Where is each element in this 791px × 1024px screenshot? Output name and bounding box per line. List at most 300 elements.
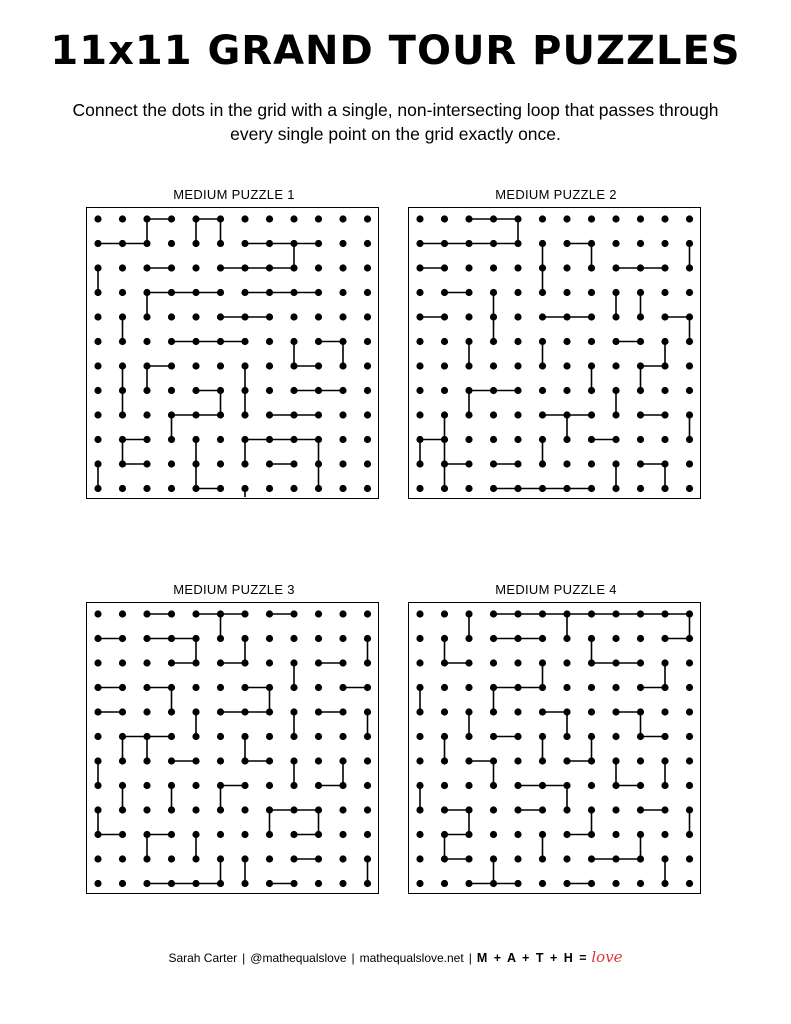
grid-dot[interactable] bbox=[588, 485, 595, 492]
grid-dot[interactable] bbox=[143, 436, 150, 443]
grid-dot[interactable] bbox=[168, 387, 175, 394]
grid-dot[interactable] bbox=[588, 338, 595, 345]
grid-dot[interactable] bbox=[168, 708, 175, 715]
grid-dot[interactable] bbox=[364, 215, 371, 222]
grid-dot[interactable] bbox=[94, 635, 101, 642]
grid-dot[interactable] bbox=[465, 338, 472, 345]
grid-dot[interactable] bbox=[416, 855, 423, 862]
grid-dot[interactable] bbox=[364, 240, 371, 247]
grid-dot[interactable] bbox=[539, 733, 546, 740]
grid-dot[interactable] bbox=[217, 240, 224, 247]
grid-dot[interactable] bbox=[266, 387, 273, 394]
grid-dot[interactable] bbox=[441, 411, 448, 418]
grid-dot[interactable] bbox=[514, 684, 521, 691]
grid-dot[interactable] bbox=[364, 855, 371, 862]
grid-dot[interactable] bbox=[539, 782, 546, 789]
grid-dot[interactable] bbox=[192, 659, 199, 666]
grid-dot[interactable] bbox=[661, 610, 668, 617]
grid-dot[interactable] bbox=[686, 436, 693, 443]
grid-dot[interactable] bbox=[563, 782, 570, 789]
grid-dot[interactable] bbox=[217, 782, 224, 789]
footer-website[interactable]: mathequalslove.net bbox=[359, 951, 464, 965]
grid-dot[interactable] bbox=[612, 387, 619, 394]
grid-dot[interactable] bbox=[441, 338, 448, 345]
grid-dot[interactable] bbox=[588, 757, 595, 764]
grid-dot[interactable] bbox=[490, 757, 497, 764]
grid-dot[interactable] bbox=[490, 659, 497, 666]
grid-dot[interactable] bbox=[339, 338, 346, 345]
grid-dot[interactable] bbox=[168, 411, 175, 418]
grid-dot[interactable] bbox=[119, 855, 126, 862]
grid-dot[interactable] bbox=[539, 659, 546, 666]
grid-dot[interactable] bbox=[119, 684, 126, 691]
grid-dot[interactable] bbox=[143, 635, 150, 642]
grid-dot[interactable] bbox=[490, 313, 497, 320]
grid-dot[interactable] bbox=[588, 708, 595, 715]
grid-dot[interactable] bbox=[241, 485, 248, 492]
grid-dot[interactable] bbox=[290, 635, 297, 642]
grid-dot[interactable] bbox=[563, 313, 570, 320]
grid-dot[interactable] bbox=[266, 460, 273, 467]
grid-dot[interactable] bbox=[168, 684, 175, 691]
grid-dot[interactable] bbox=[490, 635, 497, 642]
grid-dot[interactable] bbox=[315, 684, 322, 691]
grid-dot[interactable] bbox=[339, 806, 346, 813]
grid-dot[interactable] bbox=[192, 313, 199, 320]
grid-dot[interactable] bbox=[661, 880, 668, 887]
grid-dot[interactable] bbox=[514, 708, 521, 715]
grid-dot[interactable] bbox=[637, 782, 644, 789]
grid-dot[interactable] bbox=[637, 708, 644, 715]
grid-dot[interactable] bbox=[192, 460, 199, 467]
puzzle-grid-2[interactable] bbox=[408, 207, 701, 499]
grid-dot[interactable] bbox=[514, 757, 521, 764]
grid-dot[interactable] bbox=[441, 659, 448, 666]
grid-dot[interactable] bbox=[539, 855, 546, 862]
grid-dot[interactable] bbox=[119, 485, 126, 492]
grid-dot[interactable] bbox=[168, 362, 175, 369]
grid-dot[interactable] bbox=[241, 338, 248, 345]
grid-dot[interactable] bbox=[119, 880, 126, 887]
grid-dot[interactable] bbox=[241, 757, 248, 764]
grid-dot[interactable] bbox=[339, 411, 346, 418]
grid-dot[interactable] bbox=[168, 831, 175, 838]
grid-dot[interactable] bbox=[241, 880, 248, 887]
grid-dot[interactable] bbox=[563, 362, 570, 369]
grid-dot[interactable] bbox=[514, 659, 521, 666]
grid-dot[interactable] bbox=[94, 880, 101, 887]
grid-dot[interactable] bbox=[217, 806, 224, 813]
grid-dot[interactable] bbox=[514, 733, 521, 740]
grid-dot[interactable] bbox=[168, 485, 175, 492]
grid-dot[interactable] bbox=[563, 659, 570, 666]
grid-dot[interactable] bbox=[266, 485, 273, 492]
grid-dot[interactable] bbox=[217, 684, 224, 691]
grid-dot[interactable] bbox=[416, 708, 423, 715]
grid-dot[interactable] bbox=[339, 684, 346, 691]
grid-dot[interactable] bbox=[686, 855, 693, 862]
puzzle-grid-3[interactable] bbox=[86, 602, 379, 894]
grid-dot[interactable] bbox=[514, 460, 521, 467]
grid-dot[interactable] bbox=[94, 411, 101, 418]
grid-dot[interactable] bbox=[465, 264, 472, 271]
grid-dot[interactable] bbox=[514, 240, 521, 247]
grid-dot[interactable] bbox=[339, 485, 346, 492]
grid-dot[interactable] bbox=[241, 733, 248, 740]
grid-dot[interactable] bbox=[490, 411, 497, 418]
grid-dot[interactable] bbox=[217, 485, 224, 492]
grid-dot[interactable] bbox=[637, 362, 644, 369]
grid-dot[interactable] bbox=[94, 485, 101, 492]
grid-dot[interactable] bbox=[94, 240, 101, 247]
grid-dot[interactable] bbox=[168, 313, 175, 320]
grid-dot[interactable] bbox=[266, 806, 273, 813]
grid-dot[interactable] bbox=[339, 289, 346, 296]
grid-dot[interactable] bbox=[241, 387, 248, 394]
grid-dot[interactable] bbox=[637, 215, 644, 222]
grid-dot[interactable] bbox=[416, 659, 423, 666]
grid-dot[interactable] bbox=[94, 460, 101, 467]
grid-dot[interactable] bbox=[94, 436, 101, 443]
grid-dot[interactable] bbox=[416, 436, 423, 443]
grid-dot[interactable] bbox=[217, 659, 224, 666]
grid-dot[interactable] bbox=[290, 708, 297, 715]
grid-dot[interactable] bbox=[119, 362, 126, 369]
grid-dot[interactable] bbox=[315, 855, 322, 862]
grid-dot[interactable] bbox=[416, 733, 423, 740]
grid-dot[interactable] bbox=[563, 289, 570, 296]
grid-dot[interactable] bbox=[315, 757, 322, 764]
grid-dot[interactable] bbox=[686, 215, 693, 222]
grid-dot[interactable] bbox=[364, 362, 371, 369]
grid-dot[interactable] bbox=[339, 635, 346, 642]
grid-dot[interactable] bbox=[192, 610, 199, 617]
grid-dot[interactable] bbox=[539, 831, 546, 838]
grid-dot[interactable] bbox=[266, 708, 273, 715]
grid-dot[interactable] bbox=[465, 806, 472, 813]
grid-dot[interactable] bbox=[94, 659, 101, 666]
grid-dot[interactable] bbox=[241, 782, 248, 789]
grid-dot[interactable] bbox=[637, 831, 644, 838]
grid-dot[interactable] bbox=[490, 240, 497, 247]
grid-dot[interactable] bbox=[119, 338, 126, 345]
grid-dot[interactable] bbox=[563, 338, 570, 345]
grid-dot[interactable] bbox=[241, 411, 248, 418]
grid-dot[interactable] bbox=[563, 757, 570, 764]
grid-dot[interactable] bbox=[514, 831, 521, 838]
grid-dot[interactable] bbox=[266, 659, 273, 666]
grid-dot[interactable] bbox=[465, 684, 472, 691]
grid-dot[interactable] bbox=[364, 485, 371, 492]
grid-dot[interactable] bbox=[514, 264, 521, 271]
grid-dot[interactable] bbox=[563, 460, 570, 467]
grid-dot[interactable] bbox=[315, 436, 322, 443]
grid-dot[interactable] bbox=[563, 610, 570, 617]
grid-dot[interactable] bbox=[192, 708, 199, 715]
grid-dot[interactable] bbox=[514, 635, 521, 642]
grid-dot[interactable] bbox=[364, 708, 371, 715]
grid-dot[interactable] bbox=[217, 264, 224, 271]
grid-dot[interactable] bbox=[588, 880, 595, 887]
grid-dot[interactable] bbox=[661, 240, 668, 247]
grid-dot[interactable] bbox=[217, 831, 224, 838]
grid-dot[interactable] bbox=[661, 733, 668, 740]
grid-dot[interactable] bbox=[539, 338, 546, 345]
grid-dot[interactable] bbox=[364, 831, 371, 838]
grid-dot[interactable] bbox=[168, 240, 175, 247]
grid-dot[interactable] bbox=[612, 264, 619, 271]
grid-dot[interactable] bbox=[192, 362, 199, 369]
grid-dot[interactable] bbox=[416, 806, 423, 813]
grid-dot[interactable] bbox=[465, 313, 472, 320]
grid-dot[interactable] bbox=[637, 240, 644, 247]
grid-dot[interactable] bbox=[686, 806, 693, 813]
grid-dot[interactable] bbox=[588, 610, 595, 617]
grid-dot[interactable] bbox=[241, 240, 248, 247]
grid-dot[interactable] bbox=[465, 831, 472, 838]
grid-dot[interactable] bbox=[490, 855, 497, 862]
grid-dot[interactable] bbox=[416, 880, 423, 887]
grid-dot[interactable] bbox=[686, 659, 693, 666]
grid-dot[interactable] bbox=[490, 485, 497, 492]
grid-dot[interactable] bbox=[637, 411, 644, 418]
grid-dot[interactable] bbox=[241, 806, 248, 813]
grid-dot[interactable] bbox=[192, 806, 199, 813]
grid-dot[interactable] bbox=[514, 338, 521, 345]
grid-dot[interactable] bbox=[241, 460, 248, 467]
grid-dot[interactable] bbox=[686, 635, 693, 642]
grid-dot[interactable] bbox=[119, 806, 126, 813]
grid-dot[interactable] bbox=[612, 806, 619, 813]
grid-dot[interactable] bbox=[266, 264, 273, 271]
grid-dot[interactable] bbox=[168, 659, 175, 666]
grid-dot[interactable] bbox=[364, 313, 371, 320]
grid-dot[interactable] bbox=[364, 387, 371, 394]
grid-dot[interactable] bbox=[661, 659, 668, 666]
grid-dot[interactable] bbox=[588, 289, 595, 296]
grid-dot[interactable] bbox=[441, 831, 448, 838]
grid-dot[interactable] bbox=[539, 684, 546, 691]
grid-dot[interactable] bbox=[143, 806, 150, 813]
grid-dot[interactable] bbox=[465, 757, 472, 764]
grid-dot[interactable] bbox=[94, 387, 101, 394]
grid-dot[interactable] bbox=[661, 436, 668, 443]
grid-dot[interactable] bbox=[441, 362, 448, 369]
grid-dot[interactable] bbox=[563, 733, 570, 740]
grid-dot[interactable] bbox=[290, 806, 297, 813]
grid-dot[interactable] bbox=[490, 387, 497, 394]
grid-dot[interactable] bbox=[465, 610, 472, 617]
grid-dot[interactable] bbox=[563, 411, 570, 418]
grid-dot[interactable] bbox=[315, 313, 322, 320]
grid-dot[interactable] bbox=[143, 733, 150, 740]
grid-dot[interactable] bbox=[490, 362, 497, 369]
grid-dot[interactable] bbox=[119, 757, 126, 764]
grid-dot[interactable] bbox=[339, 855, 346, 862]
grid-dot[interactable] bbox=[612, 436, 619, 443]
grid-dot[interactable] bbox=[612, 757, 619, 764]
grid-dot[interactable] bbox=[290, 855, 297, 862]
grid-dot[interactable] bbox=[315, 411, 322, 418]
grid-dot[interactable] bbox=[441, 855, 448, 862]
grid-dot[interactable] bbox=[143, 460, 150, 467]
grid-dot[interactable] bbox=[241, 436, 248, 443]
grid-dot[interactable] bbox=[364, 436, 371, 443]
grid-dot[interactable] bbox=[119, 460, 126, 467]
grid-dot[interactable] bbox=[588, 831, 595, 838]
grid-dot[interactable] bbox=[563, 831, 570, 838]
grid-dot[interactable] bbox=[217, 460, 224, 467]
grid-dot[interactable] bbox=[290, 289, 297, 296]
grid-dot[interactable] bbox=[290, 485, 297, 492]
grid-dot[interactable] bbox=[465, 880, 472, 887]
grid-dot[interactable] bbox=[539, 362, 546, 369]
grid-dot[interactable] bbox=[217, 610, 224, 617]
grid-dot[interactable] bbox=[192, 831, 199, 838]
grid-dot[interactable] bbox=[637, 387, 644, 394]
grid-dot[interactable] bbox=[290, 659, 297, 666]
grid-dot[interactable] bbox=[661, 831, 668, 838]
grid-dot[interactable] bbox=[612, 240, 619, 247]
grid-dot[interactable] bbox=[143, 855, 150, 862]
grid-dot[interactable] bbox=[441, 289, 448, 296]
grid-dot[interactable] bbox=[637, 635, 644, 642]
grid-dot[interactable] bbox=[416, 684, 423, 691]
grid-dot[interactable] bbox=[514, 485, 521, 492]
grid-dot[interactable] bbox=[241, 684, 248, 691]
grid-dot[interactable] bbox=[290, 757, 297, 764]
grid-dot[interactable] bbox=[441, 880, 448, 887]
grid-dot[interactable] bbox=[143, 708, 150, 715]
grid-dot[interactable] bbox=[168, 289, 175, 296]
grid-dot[interactable] bbox=[217, 338, 224, 345]
grid-dot[interactable] bbox=[686, 313, 693, 320]
grid-dot[interactable] bbox=[266, 831, 273, 838]
grid-dot[interactable] bbox=[143, 215, 150, 222]
grid-dot[interactable] bbox=[94, 708, 101, 715]
grid-dot[interactable] bbox=[315, 460, 322, 467]
grid-dot[interactable] bbox=[588, 659, 595, 666]
grid-dot[interactable] bbox=[416, 635, 423, 642]
grid-dot[interactable] bbox=[637, 733, 644, 740]
grid-dot[interactable] bbox=[563, 635, 570, 642]
grid-dot[interactable] bbox=[192, 215, 199, 222]
grid-dot[interactable] bbox=[266, 610, 273, 617]
grid-dot[interactable] bbox=[217, 313, 224, 320]
grid-dot[interactable] bbox=[266, 436, 273, 443]
grid-dot[interactable] bbox=[490, 806, 497, 813]
grid-dot[interactable] bbox=[94, 782, 101, 789]
grid-dot[interactable] bbox=[539, 460, 546, 467]
grid-dot[interactable] bbox=[490, 610, 497, 617]
grid-dot[interactable] bbox=[637, 460, 644, 467]
grid-dot[interactable] bbox=[612, 635, 619, 642]
grid-dot[interactable] bbox=[661, 362, 668, 369]
grid-dot[interactable] bbox=[217, 387, 224, 394]
grid-dot[interactable] bbox=[143, 289, 150, 296]
grid-dot[interactable] bbox=[364, 806, 371, 813]
grid-dot[interactable] bbox=[465, 733, 472, 740]
grid-dot[interactable] bbox=[686, 387, 693, 394]
grid-dot[interactable] bbox=[364, 880, 371, 887]
grid-dot[interactable] bbox=[416, 831, 423, 838]
grid-dot[interactable] bbox=[290, 313, 297, 320]
grid-dot[interactable] bbox=[465, 289, 472, 296]
grid-dot[interactable] bbox=[143, 831, 150, 838]
grid-dot[interactable] bbox=[192, 757, 199, 764]
grid-dot[interactable] bbox=[192, 436, 199, 443]
grid-dot[interactable] bbox=[217, 436, 224, 443]
grid-dot[interactable] bbox=[119, 659, 126, 666]
grid-dot[interactable] bbox=[661, 782, 668, 789]
grid-dot[interactable] bbox=[143, 338, 150, 345]
grid-dot[interactable] bbox=[339, 460, 346, 467]
grid-dot[interactable] bbox=[339, 264, 346, 271]
grid-dot[interactable] bbox=[612, 460, 619, 467]
grid-dot[interactable] bbox=[563, 264, 570, 271]
grid-dot[interactable] bbox=[588, 387, 595, 394]
grid-dot[interactable] bbox=[168, 264, 175, 271]
grid-dot[interactable] bbox=[192, 733, 199, 740]
grid-dot[interactable] bbox=[416, 264, 423, 271]
grid-dot[interactable] bbox=[637, 880, 644, 887]
grid-dot[interactable] bbox=[168, 610, 175, 617]
grid-dot[interactable] bbox=[514, 610, 521, 617]
grid-dot[interactable] bbox=[217, 215, 224, 222]
grid-dot[interactable] bbox=[490, 684, 497, 691]
grid-dot[interactable] bbox=[364, 659, 371, 666]
grid-dot[interactable] bbox=[315, 782, 322, 789]
grid-dot[interactable] bbox=[339, 313, 346, 320]
grid-dot[interactable] bbox=[612, 684, 619, 691]
grid-dot[interactable] bbox=[563, 806, 570, 813]
grid-dot[interactable] bbox=[661, 338, 668, 345]
grid-dot[interactable] bbox=[539, 411, 546, 418]
grid-dot[interactable] bbox=[192, 880, 199, 887]
grid-dot[interactable] bbox=[266, 338, 273, 345]
grid-dot[interactable] bbox=[241, 635, 248, 642]
grid-dot[interactable] bbox=[686, 240, 693, 247]
grid-dot[interactable] bbox=[539, 806, 546, 813]
grid-dot[interactable] bbox=[143, 659, 150, 666]
grid-dot[interactable] bbox=[465, 708, 472, 715]
grid-dot[interactable] bbox=[315, 215, 322, 222]
grid-dot[interactable] bbox=[315, 708, 322, 715]
grid-dot[interactable] bbox=[143, 313, 150, 320]
grid-dot[interactable] bbox=[612, 831, 619, 838]
grid-dot[interactable] bbox=[119, 733, 126, 740]
grid-dot[interactable] bbox=[612, 855, 619, 862]
grid-dot[interactable] bbox=[416, 610, 423, 617]
grid-dot[interactable] bbox=[241, 610, 248, 617]
grid-dot[interactable] bbox=[168, 806, 175, 813]
grid-dot[interactable] bbox=[637, 610, 644, 617]
grid-dot[interactable] bbox=[637, 436, 644, 443]
grid-dot[interactable] bbox=[266, 362, 273, 369]
grid-dot[interactable] bbox=[192, 684, 199, 691]
grid-dot[interactable] bbox=[441, 436, 448, 443]
grid-dot[interactable] bbox=[441, 708, 448, 715]
grid-dot[interactable] bbox=[143, 411, 150, 418]
grid-dot[interactable] bbox=[465, 460, 472, 467]
grid-dot[interactable] bbox=[290, 831, 297, 838]
grid-dot[interactable] bbox=[441, 635, 448, 642]
grid-dot[interactable] bbox=[588, 240, 595, 247]
grid-dot[interactable] bbox=[119, 313, 126, 320]
grid-dot[interactable] bbox=[364, 460, 371, 467]
grid-dot[interactable] bbox=[119, 610, 126, 617]
grid-dot[interactable] bbox=[192, 855, 199, 862]
